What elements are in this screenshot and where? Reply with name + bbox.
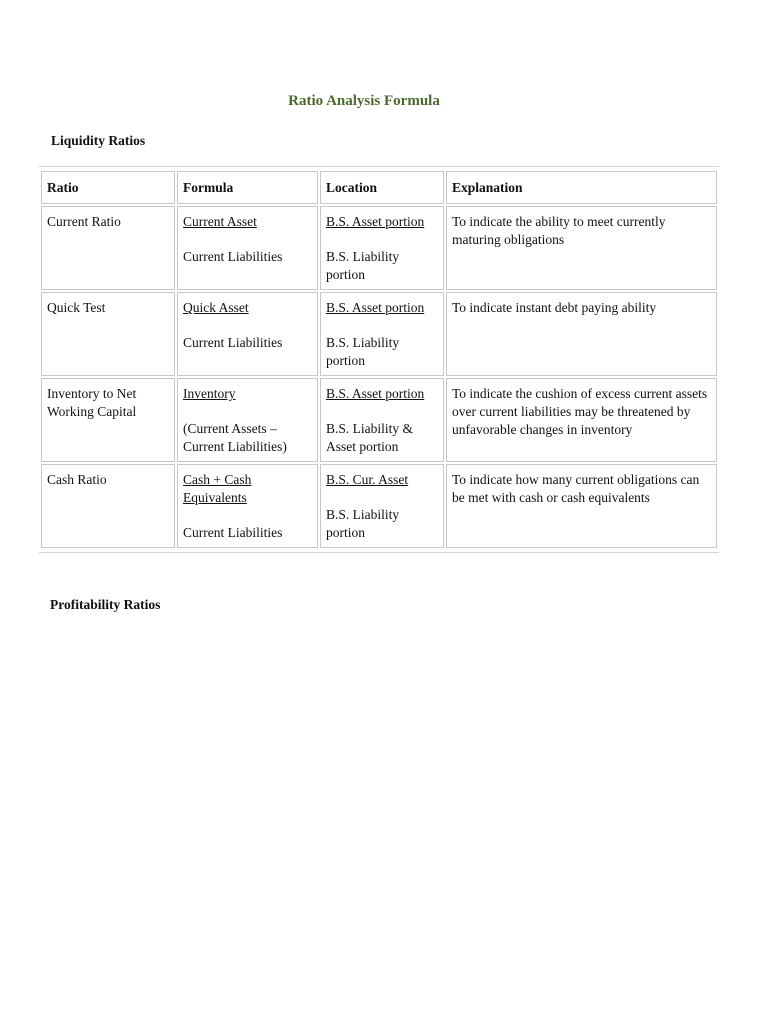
- explanation-cell: [446, 206, 717, 290]
- ratio-name-cell: [41, 292, 175, 376]
- formula-cell: [177, 292, 318, 376]
- formula-numerator: Cash + Cash Equivalents: [183, 472, 252, 505]
- table-row: [41, 464, 717, 548]
- explanation-text: To indicate how many current obligations can be met with cash or cash equivalents: [452, 472, 700, 505]
- formula-cell: [177, 378, 318, 462]
- header-explanation: Explanation: [446, 171, 717, 204]
- liquidity-ratios-table-frame: [39, 166, 719, 553]
- ratio-name-cell: [41, 206, 175, 290]
- explanation-text: To indicate the ability to meet currently maturing obligations: [452, 214, 666, 247]
- location-bottom: B.S. Liability portion: [326, 335, 400, 368]
- location-bottom: B.S. Liability portion: [326, 249, 400, 282]
- header-location: Location: [320, 171, 444, 204]
- formula-numerator: Inventory: [183, 386, 236, 401]
- location-cell: [320, 378, 444, 462]
- location-top: B.S. Cur. Asset: [326, 472, 409, 487]
- location-top: B.S. Asset portion: [326, 214, 425, 229]
- table-row: [41, 206, 717, 290]
- explanation-cell: [446, 464, 717, 548]
- explanation-text: To indicate the cushion of excess current assets over current liabilities may be threatened by unfavorable changes in inventory: [452, 386, 708, 437]
- location-cell: [320, 206, 444, 290]
- formula-cell: [177, 206, 318, 290]
- ratio-name-cell: [41, 464, 175, 548]
- formula-denominator: Current Liabilities: [183, 525, 283, 540]
- liquidity-ratios-heading: Liquidity Ratios: [51, 133, 146, 148]
- liquidity-ratios-table: [39, 169, 719, 550]
- location-top: B.S. Asset portion: [326, 300, 425, 315]
- location-cell: [320, 464, 444, 548]
- explanation-cell: [446, 292, 717, 376]
- header-formula: Formula: [177, 171, 318, 204]
- table-header-row: [41, 171, 717, 204]
- ratio-name: Inventory to Net Working Capital: [47, 386, 137, 419]
- profitability-ratios-heading: Profitability Ratios: [50, 597, 161, 612]
- formula-cell: [177, 464, 318, 548]
- ratio-name: Cash Ratio: [47, 472, 107, 487]
- ratio-name-cell: [41, 378, 175, 462]
- table-row: [41, 378, 717, 462]
- formula-numerator: Current Asset: [183, 214, 257, 229]
- location-bottom: B.S. Liability portion: [326, 507, 400, 540]
- location-bottom: B.S. Liability & Asset portion: [326, 421, 414, 454]
- header-ratio: Ratio: [41, 171, 175, 204]
- ratio-name: Quick Test: [47, 300, 106, 315]
- formula-denominator: (Current Assets – Current Liabilities): [183, 421, 287, 454]
- formula-denominator: Current Liabilities: [183, 249, 283, 264]
- document-title: Ratio Analysis Formula: [288, 93, 440, 109]
- table-row: [41, 292, 717, 376]
- location-cell: [320, 292, 444, 376]
- formula-numerator: Quick Asset: [183, 300, 249, 315]
- explanation-text: To indicate instant debt paying ability: [452, 300, 657, 315]
- ratio-name: Current Ratio: [47, 214, 121, 229]
- location-top: B.S. Asset portion: [326, 386, 425, 401]
- explanation-cell: [446, 378, 717, 462]
- formula-denominator: Current Liabilities: [183, 335, 283, 350]
